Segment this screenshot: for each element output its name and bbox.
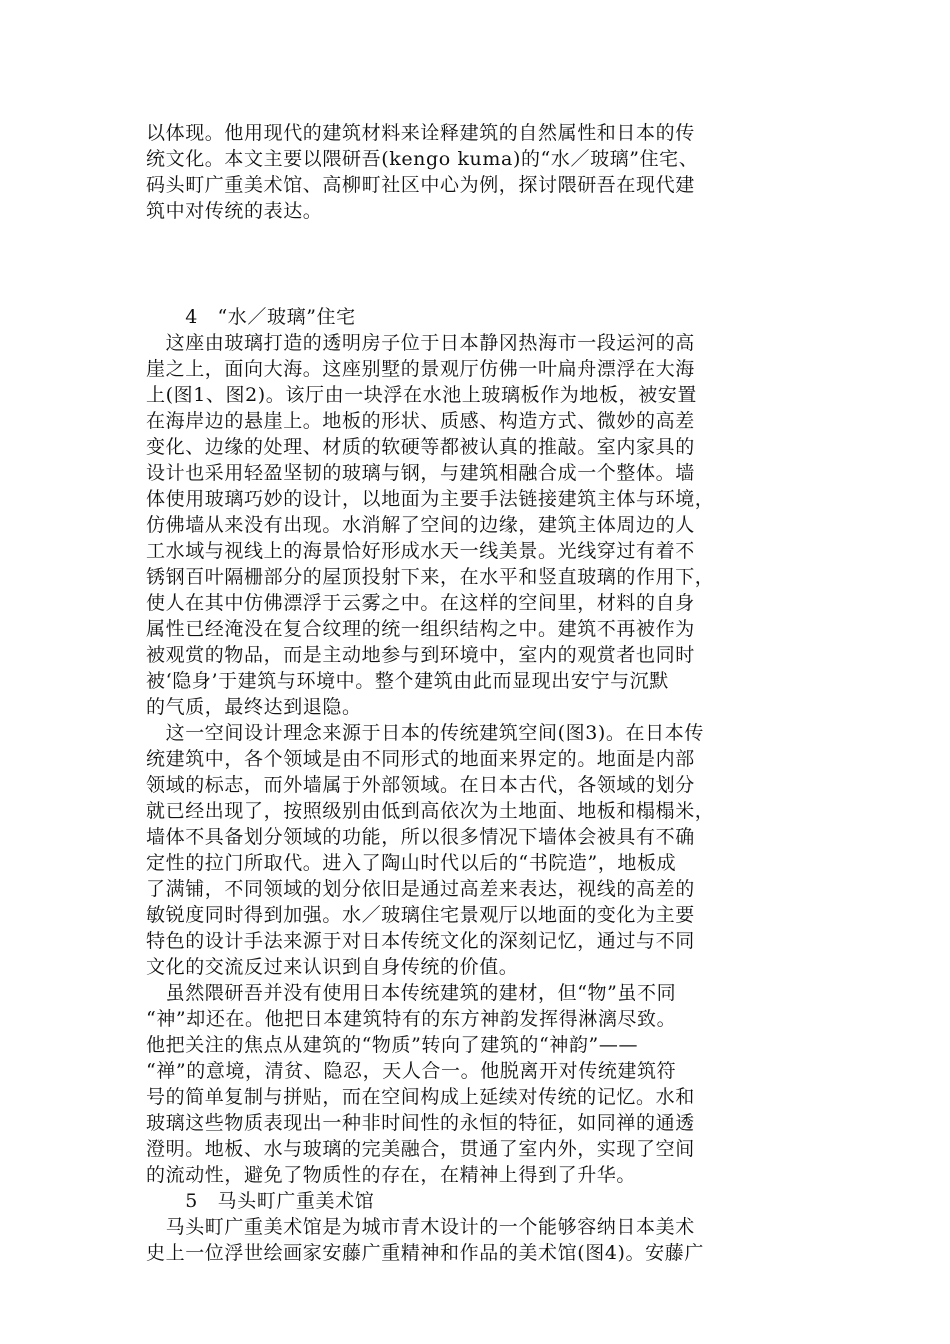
text-line: 被‘隐身’于建筑与环境中。整个建筑由此而显现出安宁与沉默	[146, 670, 669, 692]
document-page	[146, 120, 796, 1266]
text-line: 崖之上，面向大海。这座别墅的景观厅仿佛一叶扁舟漂浮在大海	[146, 358, 695, 380]
text-line: 敏锐度同时得到加强。水／玻璃住宅景观厅以地面的变化为主要	[146, 904, 695, 926]
text-line: 马头町广重美术馆是为城市青木设计的一个能够容纳日本美术	[146, 1216, 695, 1238]
text-line: 仿佛墙从来没有出现。水消解了空间的边缘，建筑主体周边的人	[146, 514, 695, 536]
text-line: 定性的拉门所取代。进入了陶山时代以后的“书院造”，地板成	[146, 852, 677, 874]
text-line: 统建筑中，各个领域是由不同形式的地面来界定的。地面是内部	[146, 748, 695, 770]
text-line: 的流动性，避免了物质性的存在，在精神上得到了升华。	[146, 1164, 637, 1186]
text-line: 锈钢百叶隔栅部分的屋顶投射下来，在水平和竖直玻璃的作用下，	[146, 566, 715, 588]
text-line: 这一空间设计理念来源于日本的传统建筑空间(图3)。在日本传	[146, 722, 704, 744]
text-line: 史上一位浮世绘画家安藤广重精神和作品的美术馆(图4)。安藤广	[146, 1242, 704, 1264]
text-line: 领域的标志，而外墙属于外部领域。在日本古代，各领域的划分	[146, 774, 695, 796]
text-line: 澄明。地板、水与玻璃的完美融合，贯通了室内外，实现了空间	[146, 1138, 695, 1160]
text-line: 虽然隈研吾并没有使用日本传统建筑的建材，但“物”虽不同	[146, 982, 677, 1004]
text-line: 被观赏的物品，而是主动地参与到环境中，室内的观赏者也同时	[146, 644, 695, 666]
blank-space	[146, 224, 796, 304]
text-line: 他把关注的焦点从建筑的“物质”转向了建筑的“神韵”——	[146, 1034, 639, 1056]
text-line: 就已经出现了，按照级别由低到高依次为土地面、地板和榻榻米，	[146, 800, 715, 822]
text-line: 变化、边缘的处理、材质的软硬等都被认真的推敲。室内家具的	[146, 436, 695, 458]
text-line: 号的简单复制与拼贴，而在空间构成上延续对传统的记忆。水和	[146, 1086, 695, 1108]
section-heading: 4 “水／玻璃”住宅	[146, 306, 356, 328]
text-line: 特色的设计手法来源于对日本传统文化的深刻记忆，通过与不同	[146, 930, 695, 952]
text-line: 在海岸边的悬崖上。地板的形状、质感、构造方式、微妙的高差	[146, 410, 695, 432]
text-line: 玻璃这些物质表现出一种非时间性的永恒的特征，如同禅的通透	[146, 1112, 695, 1134]
text-line: “神”却还在。他把日本建筑特有的东方神韵发挥得淋漓尽致。	[146, 1008, 677, 1030]
text-line: 属性已经淹没在复合纹理的统一组织结构之中。建筑不再被作为	[146, 618, 695, 640]
text-line: 使人在其中仿佛漂浮于云雾之中。在这样的空间里，材料的自身	[146, 592, 695, 614]
text-line: 了满铺，不同领域的划分依旧是通过高差来表达，视线的高差的	[146, 878, 695, 900]
text-line: 体使用玻璃巧妙的设计，以地面为主要手法链接建筑主体与环境，	[146, 488, 715, 510]
text-line: 统文化。本文主要以隈研吾(kengo kuma)的“水／玻璃”住宅、	[146, 148, 699, 170]
section-heading: 5 马头町广重美术馆	[146, 1190, 375, 1212]
text-line: 设计也采用轻盈坚韧的玻璃与钢，与建筑相融合成一个整体。墙	[146, 462, 695, 484]
text-line: 码头町广重美术馆、高柳町社区中心为例，探讨隈研吾在现代建	[146, 174, 695, 196]
section-5	[146, 1188, 796, 1266]
text-line: 墙体不具备划分领域的功能，所以很多情况下墙体会被具有不确	[146, 826, 695, 848]
section-4	[146, 304, 796, 1188]
text-line: “禅”的意境，清贫、隐忍，天人合一。他脱离开对传统建筑符	[146, 1060, 677, 1082]
text-line: 工水域与视线上的海景恰好形成水天一线美景。光线穿过有着不	[146, 540, 695, 562]
text-line: 的气质，最终达到退隐。	[146, 696, 362, 718]
text-line: 上(图1、图2)。该厅由一块浮在水池上玻璃板作为地板，被安置	[146, 384, 698, 406]
text-line: 以体现。他用现代的建筑材料来诠释建筑的自然属性和日本的传	[146, 122, 695, 144]
text-line: 这座由玻璃打造的透明房子位于日本静冈热海市一段运河的高	[146, 332, 695, 354]
text-line: 文化的交流反过来认识到自身传统的价值。	[146, 956, 519, 978]
text-line: 筑中对传统的表达。	[146, 200, 323, 222]
intro-paragraph	[146, 120, 796, 224]
